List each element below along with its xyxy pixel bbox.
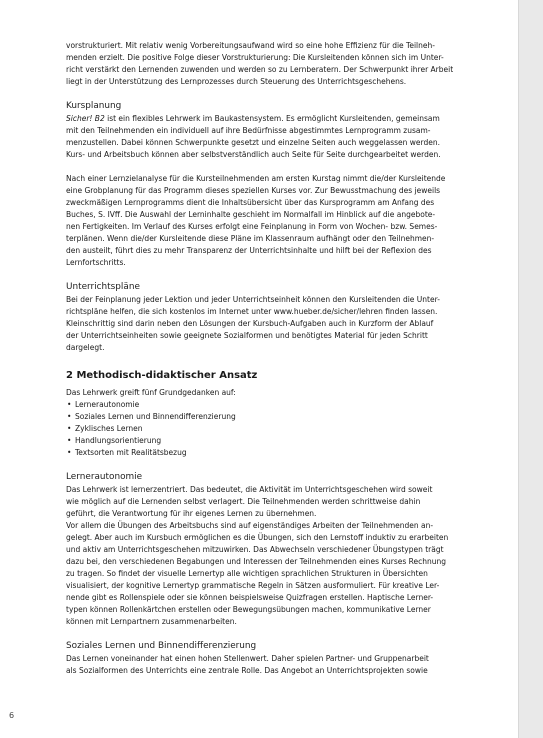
text-line: visualisiert, der kognitive Lernertyp grammatische Regeln in Sätzen ausformuliert. Für kreative Ler-	[66, 581, 440, 590]
list-item: • Lernerautonomie	[66, 399, 477, 411]
list-item: • Soziales Lernen und Binnendifferenzierung	[66, 411, 477, 423]
text-line: Nach einer Lernzielanalyse für die Kursteilnehmenden am ersten Kurstag nimmt die/der Kursleitende	[66, 174, 446, 183]
text-line: ist ein flexibles Lehrwerk im Baukastensystem. Es ermöglicht Kursleitenden, gemeinsam	[104, 114, 440, 123]
intro-paragraph	[66, 40, 477, 88]
text-line: der Unterrichtseinheiten sowie geeignete Sozialformen und benötigtes Material für jeden Schritt	[66, 331, 428, 340]
text-line: menzustellen. Dabei können Schwerpunkte gesetzt und einzelne Seiten auch weggelassen werden.	[66, 138, 440, 147]
text-line: Kleinschrittig sind darin neben den Lösungen der Kursbuch-Aufgaben auch in Kurzform der Ablauf	[66, 319, 434, 328]
text-line: Kurs- und Arbeitsbuch können aber selbstverständlich auch Seite für Seite durchgearbeitet werden.	[66, 150, 441, 159]
text-line: vorstrukturiert. Mit relativ wenig Vorbereitungsaufwand wird so eine hohe Effizienz für die Teilneh-	[66, 41, 435, 50]
unterrichtsplaene-paragraph	[66, 294, 477, 354]
heading-kursplanung: Kursplanung	[66, 101, 122, 111]
text-line: zu tragen. So findet der visuelle Lernertyp alle wichtigen sprachlichen Strukturen in Übersichten	[66, 569, 428, 578]
kursplanung-paragraph-1	[66, 113, 477, 161]
text-line: terplänen. Wenn die/der Kursleitende diese Pläne im Klassenraum aufhängt oder den Teilnehmen-	[66, 234, 435, 243]
text-line: Buches, S. IVff. Die Auswahl der Lerninhalte geschieht im Normalfall im Hinblick auf die angebote-	[66, 210, 436, 219]
section2-intro: Das Lehrwerk greift fünf Grundgedanken auf:	[66, 388, 236, 397]
text-line: richt verstärkt den Lernenden zuwenden und werden so zu Lernberatern. Der Schwerpunkt ihrer Arbeit	[66, 65, 454, 74]
text-line: den austeilt, führt dies zu mehr Transparenz der Unterrichtsinhalte und hilft bei der Reflexion des	[66, 246, 432, 255]
text-line: mit den Teilnehmenden ein individuell auf ihre Bedürfnisse abgestimmtes Lernprogramm zusam-	[66, 126, 431, 135]
text-line: typen können Rollenkärtchen erstellen oder Bewegungsübungen machen, kommunikative Lerner	[66, 605, 431, 614]
text-line: Vor allem die Übungen des Arbeitsbuchs sind auf eigenständiges Arbeiten der Teilnehmenden an-	[66, 521, 434, 530]
text-line: nende gibt es Rollenspiele oder sie können beispielsweise Quizfragen erstellen. Haptische Lerner-	[66, 593, 434, 602]
text-line: können mit Lernpartnern zusammenarbeiten.	[66, 617, 237, 626]
list-item: • Textsorten mit Realitätsbezug	[66, 447, 477, 459]
soziales-paragraph	[66, 653, 477, 677]
text-line: wie möglich auf die Lernenden selbst verlagert. Die Teilnehmenden werden schrittweise dahin	[66, 497, 421, 506]
text-line: als Sozialformen des Unterrichts eine zentrale Rolle. Das Angebot an Unterrichtsprojekten sowie	[66, 666, 428, 675]
heading-soziales-lernen: Soziales Lernen und Binnendifferenzierung	[66, 641, 257, 651]
book-title: Sicher! B2	[66, 114, 105, 123]
text-line: dargelegt.	[66, 343, 105, 352]
text-line: Das Lernen voneinander hat einen hohen Stellenwert. Daher spielen Partner- und Gruppenarbeit	[66, 654, 429, 663]
text-line: liegt in der Unterstützung des Lernprozesses durch Steuerung des Unterrichtsgeschehens.	[66, 77, 407, 86]
text-line: eine Grobplanung für das Programm dieses speziellen Kurses vor. Zur Bewusstmachung des jeweils	[66, 186, 441, 195]
heading-lernerautonomie: Lernerautonomie	[66, 472, 143, 482]
text-line: gelegt. Aber auch im Kursbuch ermöglichen es die Übungen, sich den Lernstoff induktiv zu erarbeiten	[66, 533, 449, 542]
heading-unterrichtsplaene: Unterrichtspläne	[66, 282, 140, 292]
text-line: Bei der Feinplanung jeder Lektion und jeder Unterrichtseinheit können den Kursleitenden die Unter-	[66, 295, 440, 304]
text-line: Lernfortschritts.	[66, 258, 126, 267]
section-heading-methodisch: 2 Methodisch-didaktischer Ansatz	[66, 370, 258, 381]
list-item: • Handlungsorientierung	[66, 435, 477, 447]
lernerautonomie-paragraph-2	[66, 520, 477, 628]
text-line: Das Lehrwerk ist lernerzentriert. Das bedeutet, die Aktivität im Unterrichtsgeschehen wird soweit	[66, 485, 433, 494]
page-content	[66, 40, 477, 677]
text-line: richtspläne helfen, die sich kostenlos im Internet unter www.hueber.de/sicher/lehren finden lassen.	[66, 307, 438, 316]
text-line: zweckmäßigen Lernprogramms dient die Inhaltsübersicht über das Kursprogramm am Anfang des	[66, 198, 435, 207]
text-line: nen Fertigkeiten. Im Verlauf des Kurses erfolgt eine Feinplanung in Form von Wochen- bzw. Semes-	[66, 222, 438, 231]
text-line: dazu bei, den verschiedenen Begabungen und Interessen der Teilnehmenden eines Kurses Rechnung	[66, 557, 447, 566]
list-item: • Zyklisches Lernen	[66, 423, 477, 435]
text-line: und aktiv am Unterrichtsgeschehen mitzuwirken. Das Abwechseln verschiedener Übungstypen trägt	[66, 545, 444, 554]
grundgedanken-list	[66, 399, 477, 459]
kursplanung-paragraph-2	[66, 173, 477, 269]
lernerautonomie-paragraph-1	[66, 484, 477, 520]
text-line: geführt, die Verantwortung für ihr eigenes Lernen zu übernehmen.	[66, 509, 317, 518]
text-line: menden erzielt. Die positive Folge dieser Vorstrukturierung: Die Kursleitenden können sich im Unter-	[66, 53, 444, 62]
page-number: 6	[9, 711, 15, 720]
